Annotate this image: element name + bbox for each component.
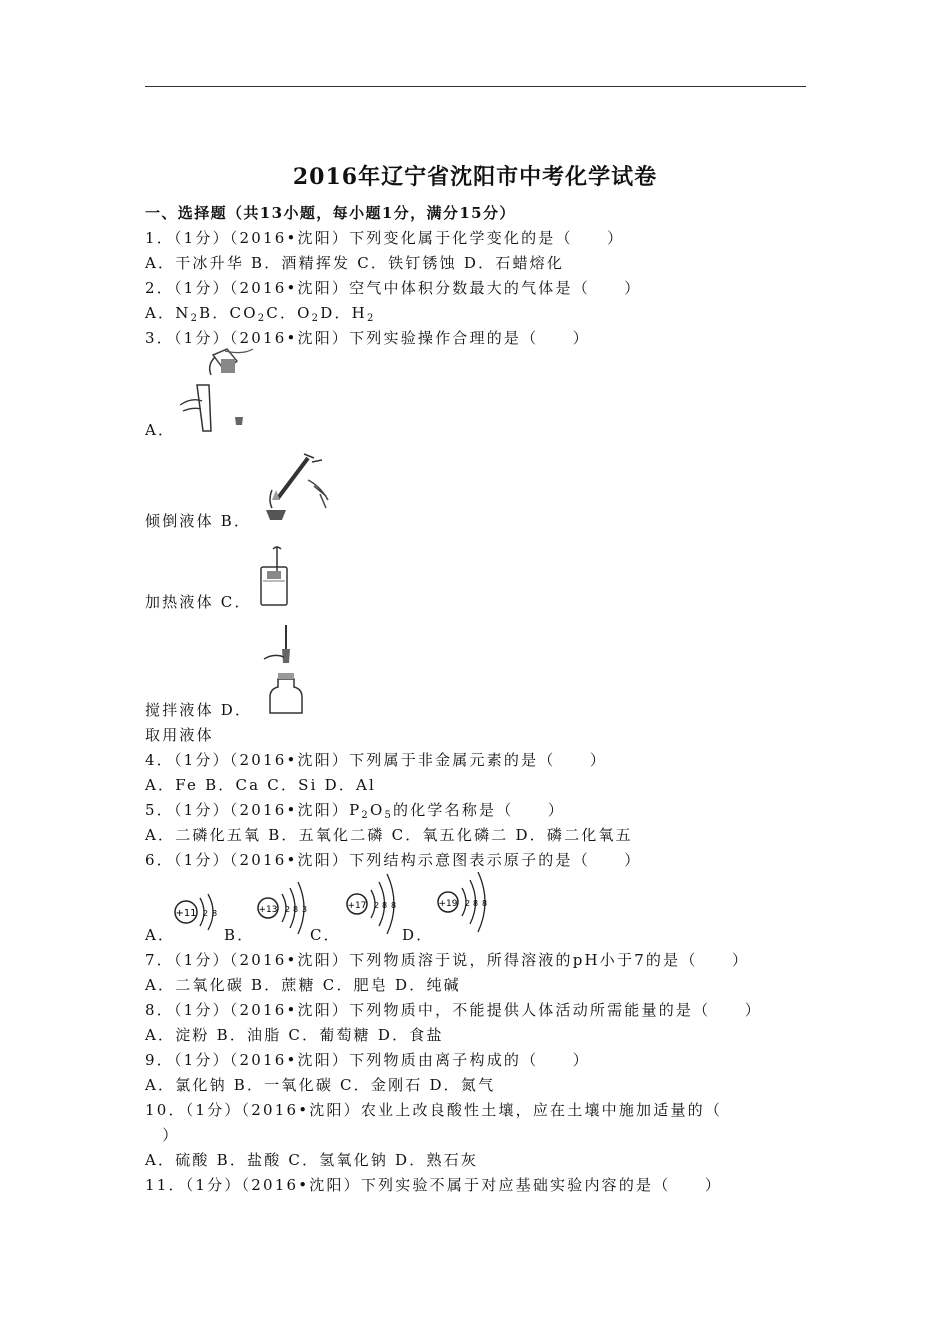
- svg-text:2: 2: [465, 899, 471, 908]
- svg-text:8: 8: [382, 901, 388, 910]
- svg-text:+19: +19: [438, 899, 458, 909]
- svg-text:8: 8: [482, 899, 488, 908]
- svg-text:+17: +17: [347, 901, 367, 911]
- section-title: 一、选择题（共13小题，每小题1分，满分15分）: [145, 204, 516, 222]
- question-1-stem: 1．（1分）（2016•沈阳）下列变化属于化学变化的是（ ）: [145, 229, 625, 247]
- question-4-options: A．Fe B．Ca C．Si D．Al: [145, 776, 377, 794]
- svg-text:+13: +13: [258, 905, 278, 915]
- question-3-label-c: 加热液体 C．: [145, 593, 252, 611]
- question-2-options: A．$N_2B$．$CO_2C$．$O_2D$．$H_2$: [145, 304, 376, 324]
- question-5-stem: 5．（1分）（2016•沈阳）$P_2O_5$的化学名称是（ ）: [145, 801, 566, 821]
- question-6-label-d: D．: [402, 926, 434, 944]
- svg-text:2: 2: [374, 901, 380, 910]
- question-7-stem: 7．（1分）（2016•沈阳）下列物质溶于说，所得溶液的pH小于7的是（ ）: [145, 951, 750, 969]
- stirring-liquid-figure: [255, 545, 295, 610]
- question-10-options: A．硫酸 B．盐酸 C．氢氧化钠 D．熟石灰: [145, 1151, 479, 1169]
- question-8-stem: 8．（1分）（2016•沈阳）下列物质中，不能提供人体活动所需能量的是（ ）: [145, 1001, 762, 1019]
- question-3-label-d: 搅拌液体 D．: [145, 701, 253, 719]
- question-2-stem: 2．（1分）（2016•沈阳）空气中体积分数最大的气体是（ ）: [145, 279, 642, 297]
- svg-text:2: 2: [285, 905, 291, 914]
- svg-text:8: 8: [391, 901, 397, 910]
- question-3-stem: 3．（1分）（2016•沈阳）下列实验操作合理的是（ ）: [145, 329, 590, 347]
- atom-diagram-d: [436, 872, 496, 934]
- atom-diagram-a: [172, 890, 227, 938]
- heating-liquid-figure: [258, 450, 338, 525]
- question-11-stem: 11．（1分）（2016•沈阳）下列实验不属于对应基础实验内容的是（ ）: [145, 1176, 723, 1194]
- page-title: 2016年辽宁省沈阳市中考化学试卷: [292, 164, 658, 190]
- question-7-options: A．二氧化碳 B．蔗糖 C．肥皂 D．纯碱: [145, 976, 461, 994]
- question-9-options: A．氯化钠 B．一氧化碳 C．金刚石 D．氮气: [145, 1076, 496, 1094]
- question-3-label-end: 取用液体: [145, 726, 214, 744]
- question-6-label-b: B．: [224, 926, 255, 944]
- question-4-stem: 4．（1分）（2016•沈阳）下列属于非金属元素的是（ ）: [145, 751, 608, 769]
- svg-text:8: 8: [212, 909, 218, 918]
- header-rule: [145, 86, 806, 87]
- question-1-options: A．干冰升华 B．酒精挥发 C．铁钉锈蚀 D．石蜡熔化: [145, 254, 565, 272]
- atom-a-nucleus: +11: [175, 908, 197, 919]
- question-6-label-a: A．: [145, 926, 176, 944]
- svg-text:3: 3: [302, 905, 308, 914]
- svg-text:8: 8: [293, 905, 299, 914]
- question-6-stem: 6．（1分）（2016•沈阳）下列结构示意图表示原子的是（ ）: [145, 851, 642, 869]
- pouring-liquid-figure: [175, 345, 260, 435]
- question-3-label-b: 倾倒液体 B．: [145, 512, 252, 530]
- taking-liquid-figure: [260, 623, 315, 715]
- question-10-stem: 10．（1分）（2016•沈阳）农业上改良酸性土壤，应在土壤中施加适量的（: [145, 1101, 723, 1119]
- svg-text:2: 2: [203, 909, 209, 918]
- question-10-stem-cont: ）: [145, 1126, 180, 1144]
- svg-text:8: 8: [473, 899, 479, 908]
- atom-diagram-c: [345, 872, 407, 936]
- question-6-label-c: C．: [310, 926, 341, 944]
- atom-diagram-b: [256, 878, 316, 936]
- question-9-stem: 9．（1分）（2016•沈阳）下列物质由离子构成的（ ）: [145, 1051, 590, 1069]
- question-3-label-a: A．: [145, 421, 176, 439]
- question-6-label-b-wrap: [224, 925, 254, 945]
- question-5-options: A．二磷化五氧 B．五氧化二磷 C．氧五化磷二 D．磷二化氧五: [145, 826, 633, 844]
- question-8-options: A．淀粉 B．油脂 C．葡萄糖 D．食盐: [145, 1026, 444, 1044]
